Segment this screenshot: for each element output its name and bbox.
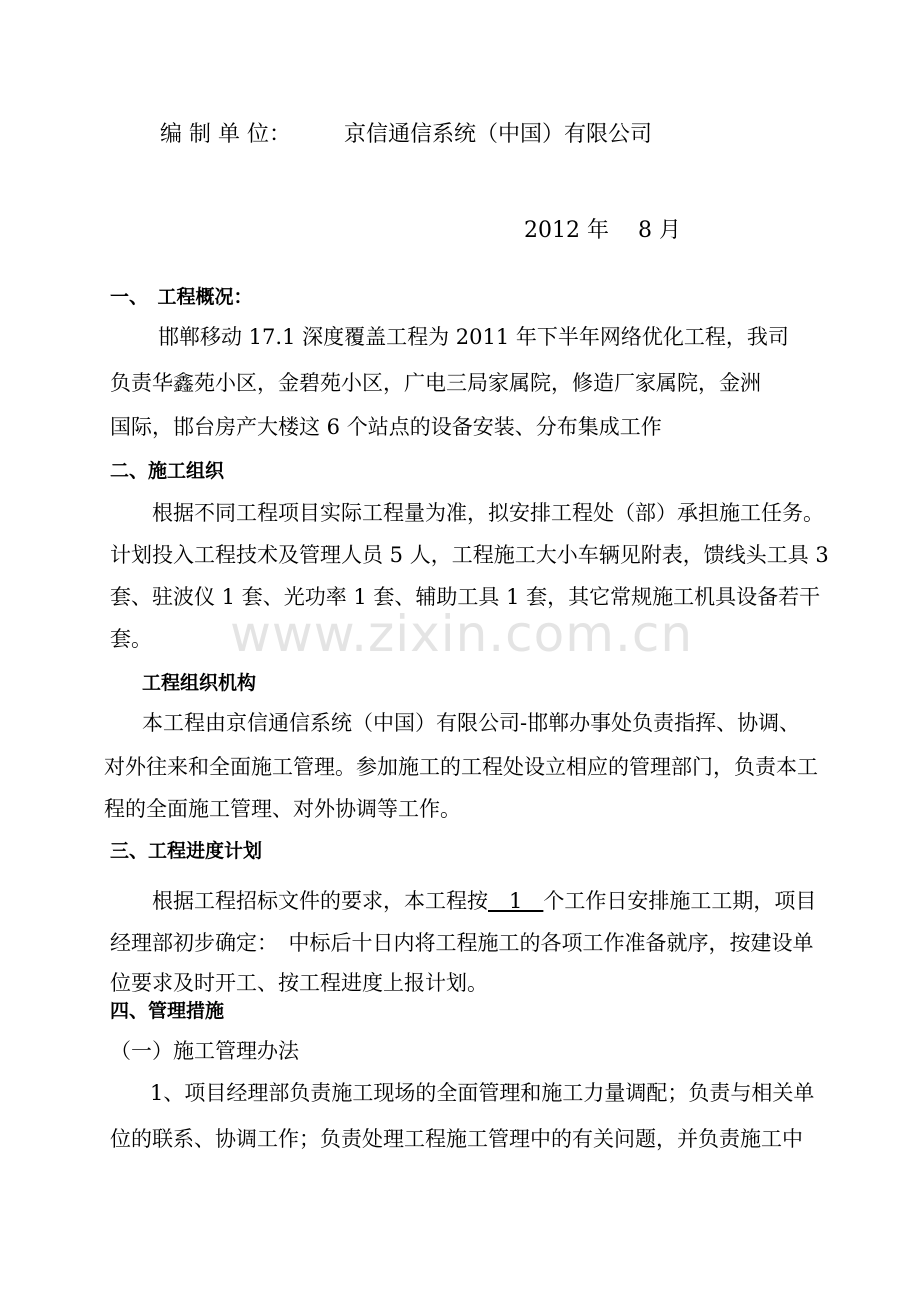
schedule-text-after: 个工作日安排施工工期，项目 [543, 889, 817, 913]
section-1-line: 国际，邯台房产大楼这 6 个站点的设备安装、分布集成工作 [110, 415, 662, 439]
schedule-text-before: 根据工程招标文件的要求，本工程按 [152, 889, 488, 913]
schedule-line [152, 886, 816, 916]
section-1-line: 邯郸移动 17.1 深度覆盖工程为 2011 年下半年网络优化工程，我司 [158, 325, 789, 349]
org-line: 程的全面施工管理、对外协调等工作。 [104, 797, 461, 821]
section-4-heading: 四、管理措施 [110, 1000, 225, 1022]
section-2-line: 套。 [110, 627, 152, 651]
management-subheading: （一）施工管理办法 [110, 1039, 299, 1063]
section-1-line: 负责华鑫苑小区，金碧苑小区，广电三局家属院，修造厂家属院，金洲 [110, 371, 761, 395]
schedule-line: 经理部初步确定： 中标后十日内将工程施工的各项工作准备就序，按建设单 [110, 931, 814, 955]
section-1-heading: 一、 工程概况： [110, 286, 253, 308]
document-date: 2012 年 8 月 [524, 218, 681, 243]
section-3-heading: 三、工程进度计划 [110, 840, 263, 862]
watermark: www.zixin.com.cn [230, 605, 694, 663]
unit-label: 编 制 单 位： [160, 122, 291, 147]
section-2-line: 计划投入工程技术及管理人员 5 人，工程施工大小车辆见附表，馈线头工具 3 [110, 543, 829, 567]
schedule-days-value: 1 [488, 889, 544, 913]
org-line: 对外往来和全面施工管理。参加施工的工程处设立相应的管理部门，负责本工 [104, 755, 818, 779]
unit-name: 京信通信系统（中国）有限公司 [344, 122, 653, 147]
org-line: 本工程由京信通信系统（中国）有限公司-邯郸办事处负责指挥、协调、 [142, 711, 801, 735]
management-line: 位的联系、协调工作；负责处理工程施工管理中的有关问题，并负责施工中 [110, 1127, 803, 1151]
section-2-line: 根据不同工程项目实际工程量为准，拟安排工程处（部）承担施工任务。 [152, 501, 824, 525]
management-line: 1、项目经理部负责施工现场的全面管理和施工力量调配；负责与相关单 [150, 1081, 815, 1105]
schedule-line: 位要求及时开工、按工程进度上报计划。 [110, 971, 488, 995]
org-structure-heading: 工程组织机构 [142, 672, 257, 694]
section-2-line: 套、驻波仪 1 套、光功率 1 套、辅助工具 1 套，其它常规施工机具设备若干 [110, 585, 821, 609]
section-2-heading: 二、施工组织 [110, 460, 225, 482]
